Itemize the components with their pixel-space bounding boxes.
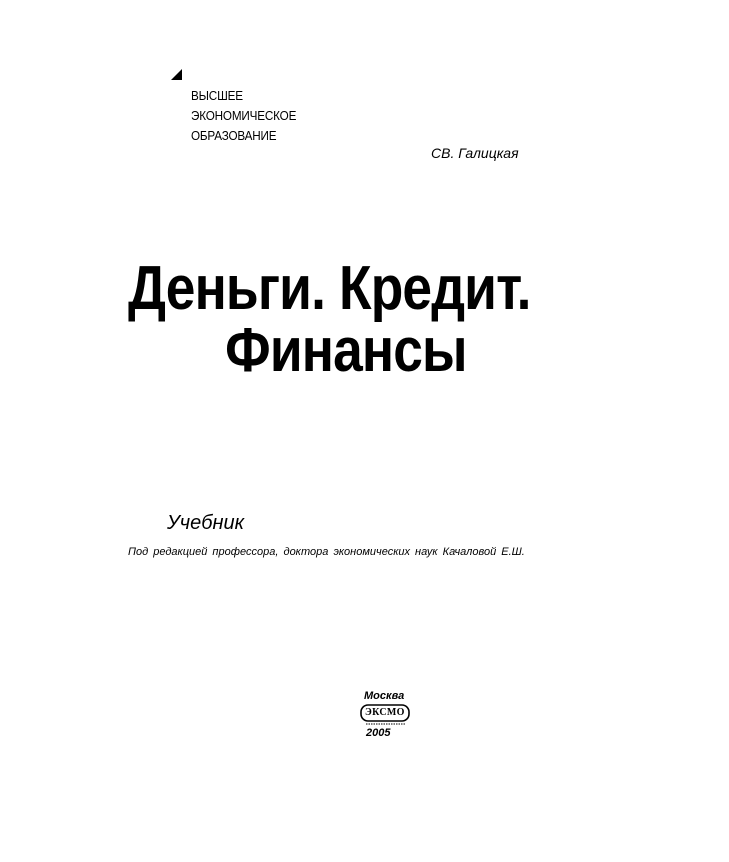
- series-line-3: ОБРАЗОВАНИЕ: [191, 128, 277, 143]
- corner-triangle-icon: [171, 69, 182, 80]
- title-line-1: Деньги. Кредит.: [128, 254, 531, 323]
- document-type: Учебник: [167, 512, 245, 534]
- publication-year: 2005: [366, 727, 391, 739]
- publisher-city: Москва: [364, 690, 405, 702]
- publisher-logo: [360, 704, 412, 726]
- publisher-imprint: [360, 690, 420, 739]
- series-line-2: ЭКОНОМИЧЕСКОЕ: [191, 108, 297, 123]
- author-name: СВ. Галицкая: [431, 145, 519, 161]
- title-line-2: Финансы: [225, 316, 467, 385]
- publisher-logo-text: ЭКСМО: [365, 707, 405, 718]
- series-line-1: ВЫСШЕЕ: [191, 88, 243, 103]
- series-label: [191, 86, 296, 146]
- book-title: [128, 254, 531, 385]
- editor-note: Под редакцией профессора, доктора экономических наук Качаловой Е.Ш.: [128, 546, 525, 558]
